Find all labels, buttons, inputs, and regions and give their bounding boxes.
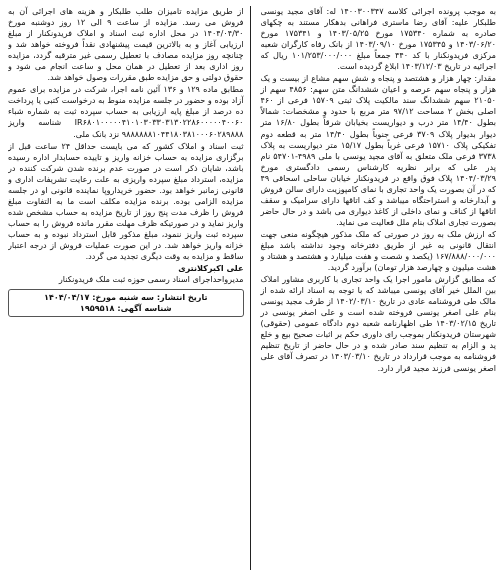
- signature-block: [8, 263, 244, 317]
- valuation-paragraph: که ارزش ملک به روز در صورتی که ملک مذکور هیچگونه منعی جهت انتقال قانونی به غیر از طریق دفترخانه وجود نداشته باشد مبلغ ۱۶۷/۸۸۸/۰۰۰/۰۰۰ (یکصد و شصت و هفت میلیارد و هشتصد و هشتاد و هشت میلیون و چهارصد هزار تومان) برآورد گردید.: [260, 228, 496, 273]
- signatory-name: علی اکبرکلانتری: [178, 263, 244, 274]
- signatory-title: مدیرواحداجرای اسناد رسمی حوزه ثبت ملک فریدونکنار: [58, 274, 244, 285]
- deposit-terms-paragraph: مطابق ماده ۱۲۹ و ۱۳۶ آئین نامه اجرا، شرکت در مزایده برای عموم آزاد بوده و حضور در جلسه مزایده منوط به درخواست کتبی یا پرداخت ده درصد از مبلغ پایه ارزیابی به حساب سپرده ثبت به شماره شباء IR۶۸۰۱۰۰۰۰۰۴۱۰۱۰۳۰۳۳۰۳۱۳۰۲۲۸۶۰۰۰۰۰۴۰۰۶۰ شناسه واریز ۹۸۸۸۸۸۸۱۰۴۴۱۸۰۳۸۱۰۰۰۶۰۲۸۹۸۸۸ نزد بانک ملی.: [8, 84, 244, 139]
- winner-obligations-paragraph: ثبت اسناد و املاک کشور که می بایست حداقل ۲۴ ساعت قبل از برگزاری مزایده به حساب خزانه واریز و تاییده حسابدار اداره رسیده باشد، شایان ذکر است در صورت عدم برنده شدن شرکت کننده در مزایده، استرداد مبلغ سپرده واریزی به علت رعایت تشریفات اداری و قانونی زمانبر خواهد بود. حضور خریداروپا نماینده قانونی او در جلسه مزایده الزامی بوده. برنده مزایده مکلف است ما به التفاوت مبلغ فروش را ظرف مدت پنج روز از تاریخ مزایده به حساب مشخص شده واریز نماید و در صورتیکه ظرف مهلت مقرر مانده فروش را به حساب سپرده ثبت واریز ننمود، مبلغ مذکور قابل استرداد نبوده و به حساب خزانه واریز خواهد شد. در این صورت عملیات فروش از درجه اعتبار ساقط و مزایده به وقت دیگری تجدید می گردد.: [8, 140, 244, 262]
- ad-id: شناسه آگهی: ۱۹۵۹۵۱۸: [79, 303, 172, 314]
- agent-report-paragraph: که مطابق گزارش مامور اجرا یک واحد تجاری با کاربری مشاور املاک بین الملل خیر آقای یونسی میباشد که با توجه به اسناد ارائه شده از مالک طی فروشنامه عادی در تاریخ ۱۴۰۲/۰۳/۱۰ از طرف مجید یونسی بنام علی اصغر یونسی فروخته شده است و علی اصغر یونسی در تاریخ ۱۴۰۳/۰۲/۱۵ طی اظهارنامه شعبه دوم دادگاه عمومی (حقوقی) شهرستان فریدونکنار بموجب رای داوری حکم بر اثبات صحیح بیع و خلع ید و الزام به تنظیم سند صادر شده و در حال حاضر از تاریخ تنظیم فروشنامه به موجب قرارداد در تاریخ ۱۴۰۳/۰۳/۱۰ در تصرف آقای علی اصغر یونسی فرزند مجید قرار دارد.: [260, 274, 496, 373]
- notice-column-left: [8, 6, 251, 570]
- case-paragraph: به موجب پرونده اجرائی کلاسه ۱۴۰۰۳۰۰۳۴۷ له: آقای مجید یونسی طلبکار علیه: آقای رضا ماستری فراهانی بدهکار مستند به چکهای صادره به شماره ۱۷۵۳۴۰ مورخ ۱۴۰۳/۰۵/۲۵ و ۱۷۵۳۴۱ مورخ ۱۴۰۳/۰۶/۲۰ و ۱۷۵۳۴۵ مورخ ۱۴۰۳/۰۹/۱۰ از بانک رفاه کارگران شعبه مرکزی فریدونکنار با کد ۴۴۰ جمعاً مبلغ ۱۰۱/۲۵۳/۰۰۰/۰۰۰ ریال که اجرائیه در تاریخ ۱۴۰۳/۱۲/۰۳ ابلاغ گردیده است.: [260, 6, 496, 72]
- publish-date: تاریخ انتشار: سه شنبه مورخ: ۱۴۰۴/۰۴/۱۷: [43, 292, 208, 303]
- publish-info-box: [8, 289, 244, 317]
- property-description-paragraph: مقدار: چهار هزار و هشتصد و پنجاه و شش سهم مشاع از بیست و یک هزار و پنجاه سهم عرصه و اعیان ششدانگ متن سهم: ۴۸۵۶ سهم از ۲۱۰۵۰ سهم ششدانگ سند مالکیت پلاک ثبتی ۱۵۷۰۹ فرعی از ۴۶۰ اصلی بخش ۲ مساحت ۹۷/۱۲ متر مربع با حدود و مشخصات: شمالاً بطول ۱۴/۴۰ متر درب و دیواریست بخیابان شرقاً بطول ۱۶/۸۰ متر دیوار بدیوار پلاک ۳۷۰۹ فرعی جنوباً بطول ۱۴/۴۰ متر به قطعه دوم تفکیکی پلاک ۱۵۷۱۰ فرعی غرباً بطول ۱۵/۱۷ متر دیواریست به پلاک ۳۷۳۸ فرعی ملک متعلق به آقای مجید یونسی با ملی ۴۹۸۹-۵۴۷۰۱ نام پدر علی که برابر نظریه کارشناس رسمی دادگستری مورخ ۱۴۰۴/۰۳/۲۹ پلاک فوق واقع در فریدونکنار خیابان ساحلی اسحاقی ۴۹ که در آن بصورت یک واحد تجاری با نمای کامپوزیت دارای سالن فروش و آبدارخانه و استراحتگاه میباشد و کف اتاقها دارای سرامیک و سقف اتاقها از کناف و نمای داخلی از کاغذ دیواری می باشد و در حال حاضر بصورت تجاری املاک بنام ملل فعالیت می نماید.: [260, 73, 496, 227]
- notice-column-right: [259, 6, 497, 570]
- auction-terms-paragraph: از طریق مزایده تامیزان طلب طلبکار و هزینه های اجرائی آن به فروش می رسد. مزایده از ساعت ۹ الی ۱۲ روز دوشنبه مورخ ۱۴۰۴/۰۴/۳۰ در محل اداره ثبت اسناد و املاک فریدونکنار از مبلغ ارزیابی آغاز و به بالاترین قیمت پیشنهادی نقداً فروخته خواهد شد و چنانچه روز مزایده مصادف با تعطیل رسمی غیر مترقبه گردد، مزایده روز اداری بعد از تعطیل در همان محل و ساعت انجام می شود و حقوق دولتی و حق مزایده طبق مقررات وصول خواهد شد.: [8, 6, 244, 83]
